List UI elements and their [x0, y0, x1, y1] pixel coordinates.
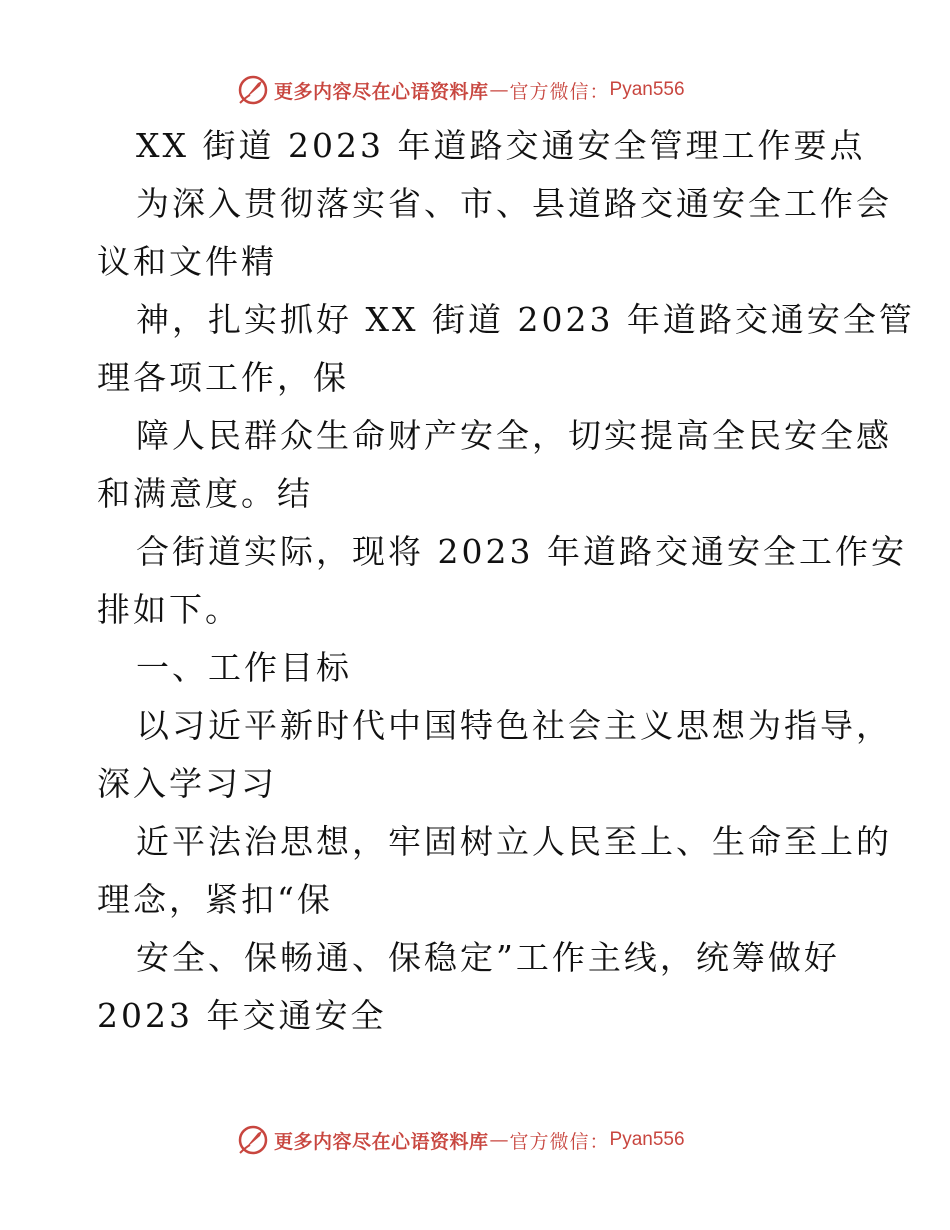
paragraph-line: 理各项工作，保 [97, 358, 349, 397]
header-watermark [236, 72, 685, 108]
paragraph-line: 2023 年交通安全 [97, 996, 387, 1035]
paragraph-line: 神，扎实抓好 XX 街道 2023 年道路交通安全管 [136, 300, 915, 339]
paragraph-line: 和满意度。结 [97, 474, 313, 513]
watermark-dash: — [489, 1129, 509, 1151]
footer-watermark [236, 1122, 685, 1158]
paragraph-line: 为深入贯彻落实省、市、县道路交通安全工作会 [136, 184, 892, 223]
paragraph-line: 排如下。 [97, 590, 241, 629]
watermark-wechat-label: 官方微信： [509, 80, 610, 103]
watermark-text: 更多内容尽在心语资料库 [274, 80, 489, 103]
paragraph-line: 安全、保畅通、保稳定”工作主线，统筹做好 [136, 938, 840, 977]
paragraph-line: 议和文件精 [97, 242, 277, 281]
watermark-wechat-id: Pyan556 [609, 1129, 685, 1150]
paragraph-line: 以习近平新时代中国特色社会主义思想为指导， [136, 706, 892, 745]
paragraph-line: 合街道实际，现将 2023 年道路交通安全工作安 [136, 532, 907, 571]
paragraph-line: 近平法治思想，牢固树立人民至上、生命至上的 [136, 822, 892, 861]
watermark-wechat-id: Pyan556 [609, 79, 685, 100]
paragraph-line: 理念，紧扣“保 [97, 880, 333, 919]
watermark-dash: — [489, 79, 509, 101]
document-title: XX 街道 2023 年道路交通安全管理工作要点 [136, 126, 866, 165]
section-heading: 一、工作目标 [136, 648, 352, 687]
paragraph-line: 障人民群众生命财产安全，切实提高全民安全感 [136, 416, 892, 455]
watermark-wechat-label: 官方微信： [509, 1130, 610, 1153]
quill-logo-icon [236, 1123, 270, 1157]
quill-logo-icon [236, 73, 270, 107]
watermark-text: 更多内容尽在心语资料库 [274, 1130, 489, 1153]
paragraph-line: 深入学习习 [97, 764, 277, 803]
